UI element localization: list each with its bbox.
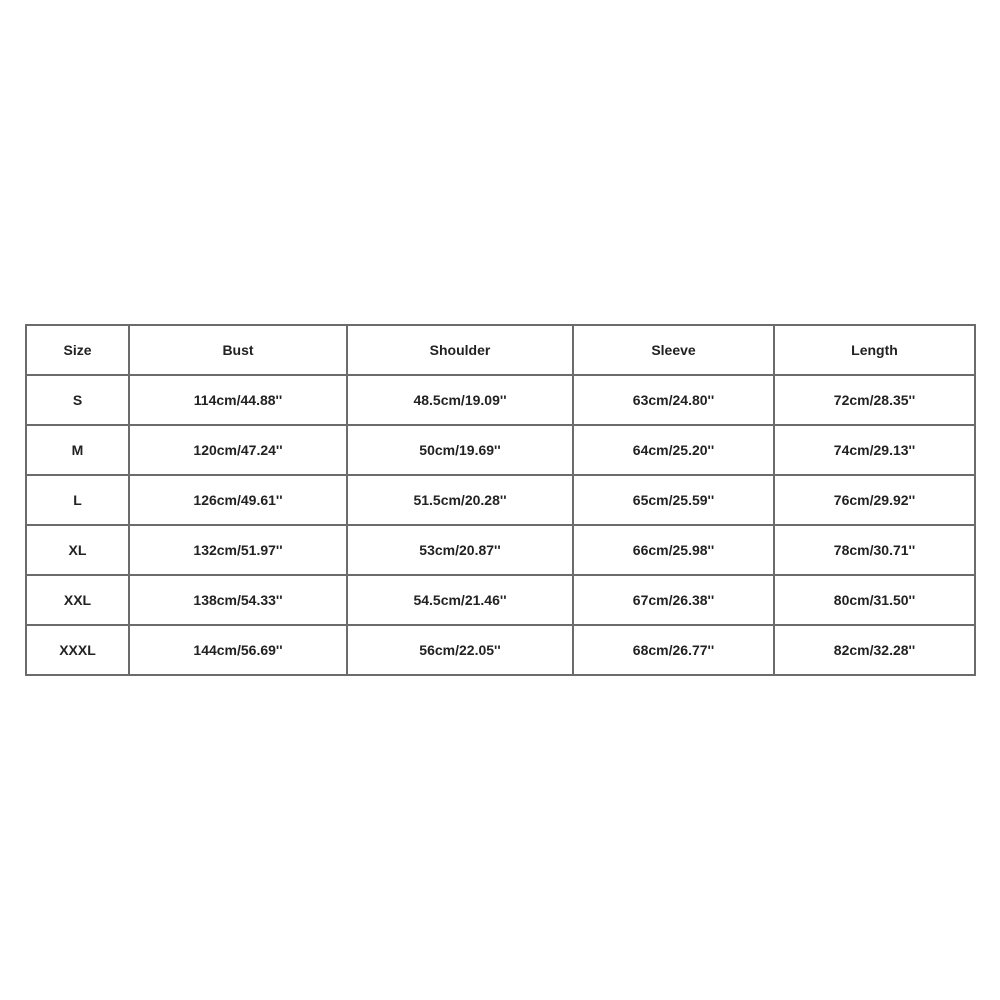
cell-bust: 126cm/49.61'' [129, 475, 347, 525]
cell-size: L [26, 475, 129, 525]
cell-bust: 132cm/51.97'' [129, 525, 347, 575]
cell-sleeve: 64cm/25.20'' [573, 425, 774, 475]
cell-bust: 144cm/56.69'' [129, 625, 347, 675]
table-row [26, 425, 975, 475]
cell-shoulder: 56cm/22.05'' [347, 625, 573, 675]
cell-bust: 114cm/44.88'' [129, 375, 347, 425]
cell-bust: 138cm/54.33'' [129, 575, 347, 625]
cell-length: 76cm/29.92'' [774, 475, 975, 525]
cell-shoulder: 48.5cm/19.09'' [347, 375, 573, 425]
cell-length: 82cm/32.28'' [774, 625, 975, 675]
table-row [26, 525, 975, 575]
table-row [26, 575, 975, 625]
cell-sleeve: 68cm/26.77'' [573, 625, 774, 675]
table-row [26, 625, 975, 675]
cell-length: 80cm/31.50'' [774, 575, 975, 625]
header-bust: Bust [129, 325, 347, 375]
header-size: Size [26, 325, 129, 375]
cell-sleeve: 67cm/26.38'' [573, 575, 774, 625]
cell-length: 78cm/30.71'' [774, 525, 975, 575]
cell-shoulder: 54.5cm/21.46'' [347, 575, 573, 625]
size-chart-table [25, 324, 976, 676]
cell-shoulder: 51.5cm/20.28'' [347, 475, 573, 525]
cell-sleeve: 65cm/25.59'' [573, 475, 774, 525]
cell-shoulder: 50cm/19.69'' [347, 425, 573, 475]
cell-size: XL [26, 525, 129, 575]
table-header-row [26, 325, 975, 375]
cell-sleeve: 66cm/25.98'' [573, 525, 774, 575]
cell-length: 72cm/28.35'' [774, 375, 975, 425]
table-row [26, 375, 975, 425]
cell-length: 74cm/29.13'' [774, 425, 975, 475]
cell-bust: 120cm/47.24'' [129, 425, 347, 475]
header-length: Length [774, 325, 975, 375]
cell-size: S [26, 375, 129, 425]
cell-sleeve: 63cm/24.80'' [573, 375, 774, 425]
cell-size: XXL [26, 575, 129, 625]
table-row [26, 475, 975, 525]
cell-size: M [26, 425, 129, 475]
cell-size: XXXL [26, 625, 129, 675]
cell-shoulder: 53cm/20.87'' [347, 525, 573, 575]
header-shoulder: Shoulder [347, 325, 573, 375]
header-sleeve: Sleeve [573, 325, 774, 375]
